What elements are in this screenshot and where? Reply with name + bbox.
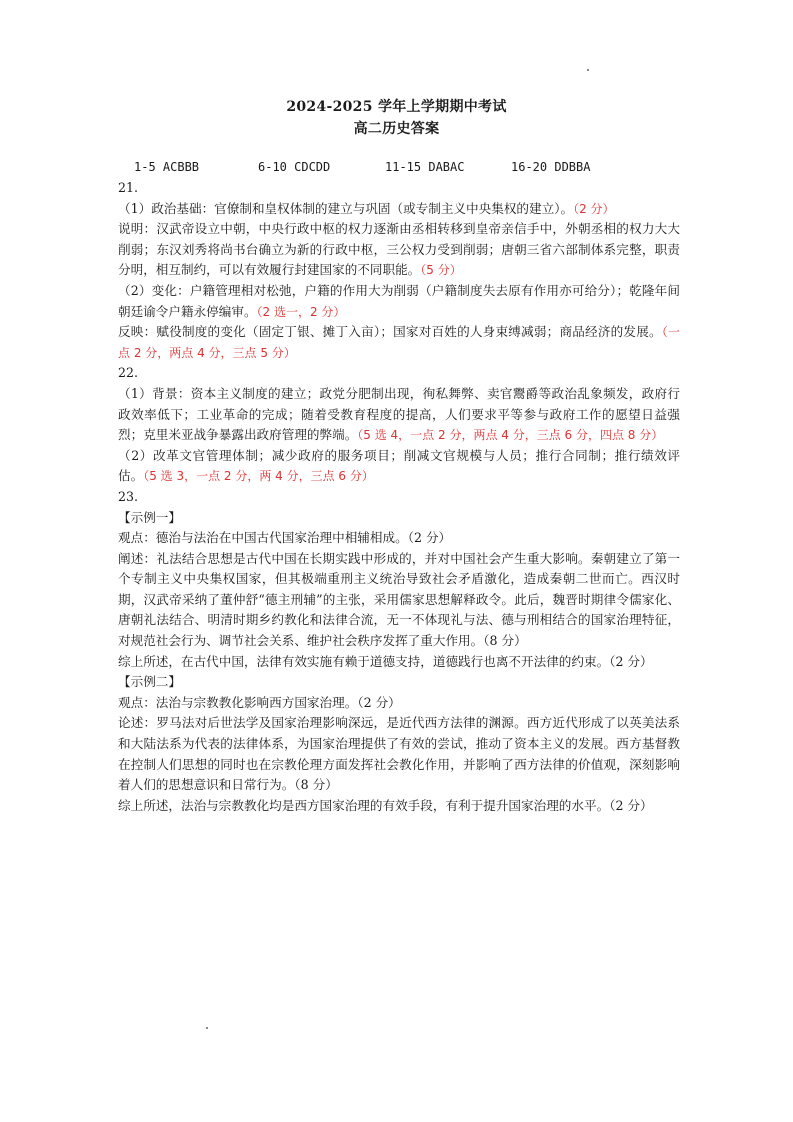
q21-explanation-text: 说明：汉武帝设立中朝，中央行政中枢的权力逐渐由丞相转移到皇帝亲信手中，外朝丞相的权力大大削弱；东汉刘秀将尚书台确立为新的行政中枢，三公权力受到削弱；唐朝三省六部制体系完整，职责分明，相互制约，可以有效履行封建国家的不同职能。 <box>118 221 680 278</box>
example-1-viewpoint: 观点：德治与法治在中国古代国家治理中相辅相成。（2 分） <box>118 530 452 546</box>
scan-speck <box>206 1027 208 1029</box>
example-1-heading: 【示例一】 <box>118 509 181 525</box>
q22-part1-text: （1）背景：资本主义制度的建立；政党分肥制出现，徇私舞弊、卖官鬻爵等政治乱象频发，政府行政效率低下；工业革命的完成；随着受教育程度的提高，人们要求平等参与政府工作的愿望日益强烈；克里米亚战争暴露出政府管理的弊端。 <box>118 385 680 443</box>
scan-speck <box>587 69 589 71</box>
q21-part2-text: （2）变化：户籍管理相对松弛，户籍的作用大为削弱（户籍制度失去原有作用亦可给分）；乾隆年间朝廷谕令户籍永停编审。 <box>118 282 680 319</box>
q21-part1-text: （1）政治基础：官僚制和皇权体制的建立与巩固（或专制主义中央集权的建立）。 <box>118 200 574 216</box>
question-number-23: 23. <box>118 488 139 504</box>
q21-part2-score: （2 选一，2 分） <box>256 304 346 319</box>
q22-part1 <box>118 384 680 446</box>
q21-part2 <box>118 281 680 322</box>
example-2-conclusion: 综上所述，法治与宗教教化均是西方国家治理的有效手段，有利于提升国家治理的水平。（2 分） <box>118 797 653 813</box>
q21-explanation <box>118 219 680 281</box>
q21-reflection <box>118 322 680 363</box>
q22-part2-text: （2）改革文官管理体制；减少政府的服务项目；削减文官规模与人员；推行合同制；推行绩效评估。 <box>118 447 680 484</box>
q21-reflection-text: 反映：赋役制度的变化（固定丁银、摊丁入亩）；国家对百姓的人身束缚减弱；商品经济的发展。 <box>118 324 662 340</box>
answer-group-1-5: 1-5 ACBBB <box>134 160 200 174</box>
example-2-argument: 论述：罗马法对后世法学及国家治理影响深远，是近代西方法律的渊源。西方近代形成了以英美法系和大陆法系为代表的法律体系，为国家治理提供了有效的尝试，推动了资本主义的发展。西方基督教在控制人们思想的同时也在宗教伦理方面发挥社会教化作用，并影响了西方法律的价值观，深刻影响着人们的思想意识和日常行为。（8 分） <box>118 715 680 793</box>
answer-group-16-20: 16-20 DDBBA <box>511 160 591 174</box>
q22-part2 <box>118 446 680 487</box>
example-1-argument: 阐述：礼法结合思想是古代中国在长期实践中形成的，并对中国社会产生重大影响。秦朝建立了第一个专制主义中央集权国家，但其极端重刑主义统治导致社会矛盾激化，造成秦朝二世而亡。西汉时期，汉武帝采纳了董仲舒“德主刑辅”的主张，采用儒家思想解释政令。此后，魏晋时期律令儒家化、唐朝礼法结合、明清时期乡约教化和法律合流，无一不体现礼与法、德与刑相结合的国家治理特征，对规范社会行为、调节社会关系、维护社会秩序发挥了重大作用。（8 分） <box>118 550 680 649</box>
answer-group-6-10: 6-10 CDCDD <box>258 160 331 174</box>
question-number-21: 21. <box>118 180 139 195</box>
q21-reflection-score: （一点 2 分，两点 4 分，三点 5 分） <box>118 325 680 360</box>
q22-part1-score: （5 选 4，一点 2 分，两点 4 分，三点 6 分，四点 8 分） <box>357 428 664 443</box>
example-2-heading: 【示例二】 <box>118 674 181 690</box>
q21-part1-score: （2 分） <box>573 201 615 216</box>
q21-explanation-score: （5 分） <box>420 263 462 278</box>
q21-part1 <box>118 199 680 220</box>
example-1-conclusion: 综上所述，在古代中国，法律有效实施有赖于道德支持，道德践行也离不开法律的约束。（2 分） <box>118 653 653 669</box>
q22-part2-score: （5 选 3，一点 2 分，两 4 分，三点 6 分） <box>143 469 374 484</box>
question-number-22: 22. <box>118 365 139 381</box>
exam-subtitle: 高二历史答案 <box>353 121 440 137</box>
example-2-viewpoint: 观点：法治与宗教教化影响西方国家治理。（2 分） <box>118 694 401 710</box>
exam-title: 2024-2025 学年上学期期中考试 <box>286 99 507 115</box>
answer-group-11-15: 11-15 DABAC <box>385 160 465 174</box>
answer-body <box>118 178 680 816</box>
